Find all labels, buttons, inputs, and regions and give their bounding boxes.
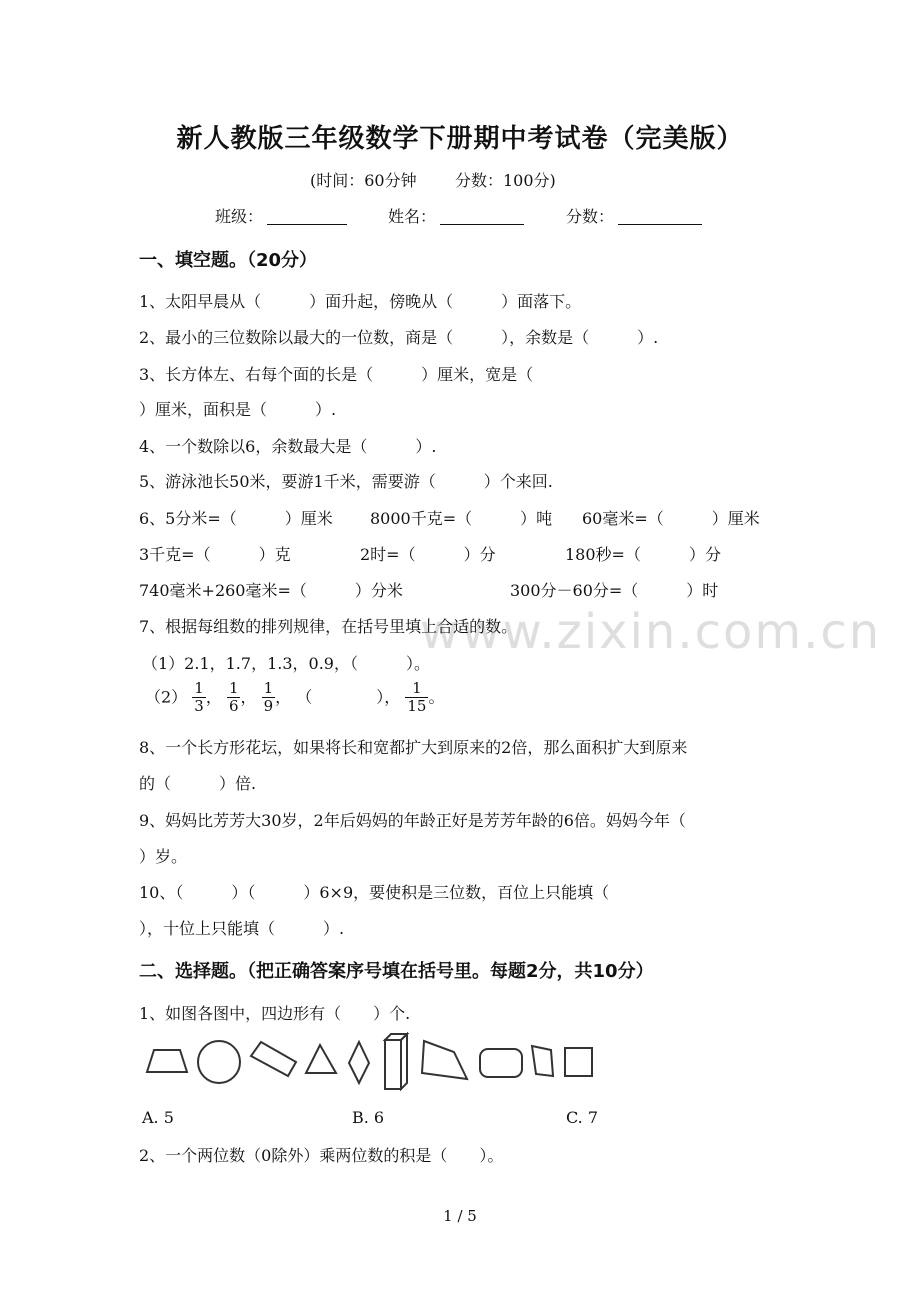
rhombus-shape: [349, 1042, 369, 1083]
s1-question-8: 8、一个长方形花坛，如果将长和宽都扩大到原来的2倍，那么面积扩大到原来: [139, 738, 688, 757]
s1-question-2: 2、最小的三位数除以最大的一位数，商是（ ），余数是（ ）.: [139, 328, 659, 347]
s1-question-6-b3: 180秒=（ ）分: [565, 545, 721, 564]
fraction: $\frac{1}{9}$: [263, 679, 274, 716]
score-label: 分数：: [566, 207, 615, 226]
s1-question-6-c1: 740毫米+260毫米=（ ）分米: [139, 581, 403, 600]
rounded-rectangle-shape: [480, 1049, 522, 1077]
watermark: www.zixin.com.cn: [420, 604, 882, 660]
page-number: 1 / 5: [443, 1207, 477, 1225]
s1-question-6-b2: 2时=（ ）分: [360, 545, 496, 564]
name-blank[interactable]: [440, 208, 524, 225]
s1-question-6-a1: 6、5分米=（ ）厘米: [139, 509, 333, 528]
s1-question-5: 5、游泳池长50米，要游1千米，需要游（ ）个来回.: [139, 472, 553, 491]
fraction: $\frac{1}{15}$: [407, 679, 427, 716]
trapezoid-shape: [147, 1050, 187, 1072]
s1-question-10-cont: ），十位上只能填（ ）.: [139, 919, 345, 938]
fraction: $\frac{1}{3}$: [194, 679, 204, 716]
cuboid-shape: [385, 1034, 407, 1089]
s2-question-1: 1、如图各图中，四边形有（ ）个.: [139, 1004, 411, 1023]
section2-heading: 二、选择题。（把正确答案序号填在括号里。每题2分，共10分）: [139, 961, 654, 982]
s1-question-4: 4、一个数除以6，余数最大是（ ）.: [139, 437, 437, 456]
s1-question-7-2: （2） $\frac{1}{3}$ ， $\frac{1}{6}$ ， $\frac{1}{9}$ ， （ ）， $\frac{1}{15}$ 。: [145, 679, 445, 716]
option-c: C. 7: [566, 1108, 599, 1127]
answer-blank: （ ）: [296, 687, 385, 707]
option-a: A. 5: [142, 1108, 174, 1127]
s1-question-9-cont: ）岁。: [139, 847, 188, 866]
triangle-shape: [306, 1045, 336, 1073]
class-label: 班级：: [215, 207, 264, 226]
quadrilateral-shape-2: [532, 1046, 553, 1076]
s1-question-10: 10、（ ）（ ）6×9，要使积是三位数，百位上只能填（: [139, 883, 610, 902]
square-shape: [565, 1048, 592, 1076]
shapes-figure: [140, 1032, 600, 1094]
name-field: [388, 204, 524, 227]
class-blank[interactable]: [267, 208, 347, 225]
exam-time: (时间：60分钟: [310, 171, 417, 190]
exam-title: 新人教版三年级数学下册期中考试卷（完美版）: [176, 124, 744, 154]
quadrilateral-shape: [422, 1041, 467, 1079]
s1-question-8-cont: 的（ ）倍.: [139, 774, 257, 793]
s1-question-6-a2: 8000千克=（ ）吨: [370, 509, 553, 528]
score-blank[interactable]: [618, 208, 702, 225]
score-field: [566, 204, 702, 227]
s1-question-3-cont: ）厘米，面积是（ ）.: [139, 400, 337, 419]
s1-question-6-b1: 3千克=（ ）克: [139, 545, 291, 564]
fraction: $\frac{1}{6}$: [228, 679, 239, 716]
circle-shape: [198, 1041, 240, 1083]
class-field: [215, 204, 347, 227]
s1-question-1: 1、太阳早晨从（ ）面升起，傍晚从（ ）面落下。: [139, 292, 582, 311]
s1-question-9: 9、妈妈比芳芳大30岁，2年后妈妈的年龄正好是芳芳年龄的6倍。妈妈今年（: [139, 811, 686, 830]
option-b: B. 6: [352, 1108, 385, 1127]
tilted-rectangle-shape: [251, 1042, 296, 1076]
s1-question-7-1: （1）2.1，1.7，1.3，0.9，（ ）。: [142, 654, 430, 673]
s1-question-6-c2: 300分－60分=（ ）时: [510, 581, 719, 600]
name-label: 姓名：: [388, 207, 437, 226]
q7-2-prefix: （2）: [145, 687, 188, 707]
section1-heading: 一、填空题。（20分）: [139, 250, 318, 271]
s1-question-7: 7、根据每组数的排列规律，在括号里填上合适的数。: [139, 617, 518, 636]
s1-question-3: 3、长方体左、右每个面的长是（ ）厘米，宽是（: [139, 365, 534, 384]
s1-question-6-a3: 60毫米=（ ）厘米: [582, 509, 760, 528]
exam-total-score: 分数：100分): [455, 171, 556, 190]
s2-question-2: 2、一个两位数（0除外）乘两位数的积是（ ）。: [139, 1146, 504, 1165]
